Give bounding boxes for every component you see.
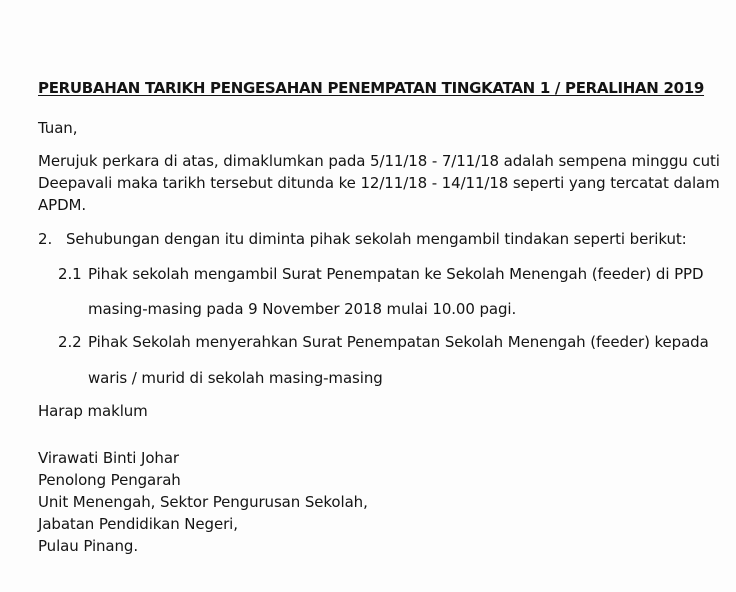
signatory-state: Pulau Pinang. (38, 537, 139, 555)
item-text-line-2: waris / murid di sekolah masing-masing (88, 369, 383, 387)
signatory-unit: Unit Menengah, Sektor Pengurusan Sekolah, (38, 493, 368, 511)
letter-title: PERUBAHAN TARIKH PENGESAHAN PENEMPATAN TINGKATAN 1 / PERALIHAN 2019 (38, 79, 705, 97)
greeting: Tuan, (38, 119, 78, 137)
signatory-position: Penolong Pengarah (38, 471, 181, 489)
paragraph-1-line-3: APDM. (38, 196, 87, 214)
item-text-line-1: Pihak sekolah mengambil Surat Penempatan ke Sekolah Menengah (feeder) di PPD (88, 265, 704, 283)
item-text-line-2: masing-masing pada 9 November 2018 mulai 10.00 pagi. (88, 300, 517, 318)
paragraph-2-text: Sehubungan dengan itu diminta pihak sekolah mengambil tindakan seperti berikut: (66, 230, 687, 248)
signatory-department: Jabatan Pendidikan Negeri, (38, 515, 238, 533)
paragraph-1-line-1: Merujuk perkara di atas, dimaklumkan pada 5/11/18 - 7/11/18 adalah sempena minggu cuti (38, 152, 720, 170)
paragraph-1-line-2: Deepavali maka tarikh tersebut ditunda ke 12/11/18 - 14/11/18 seperti yang tercatat dalam (38, 174, 720, 192)
closing: Harap maklum (38, 402, 148, 420)
signatory-name: Virawati Binti Johar (38, 449, 179, 467)
item-number: 2.1 (58, 265, 82, 283)
paragraph-2-number: 2. (38, 230, 53, 248)
item-text-line-1: Pihak Sekolah menyerahkan Surat Penempatan Sekolah Menengah (feeder) kepada (88, 333, 709, 351)
item-number: 2.2 (58, 333, 82, 351)
